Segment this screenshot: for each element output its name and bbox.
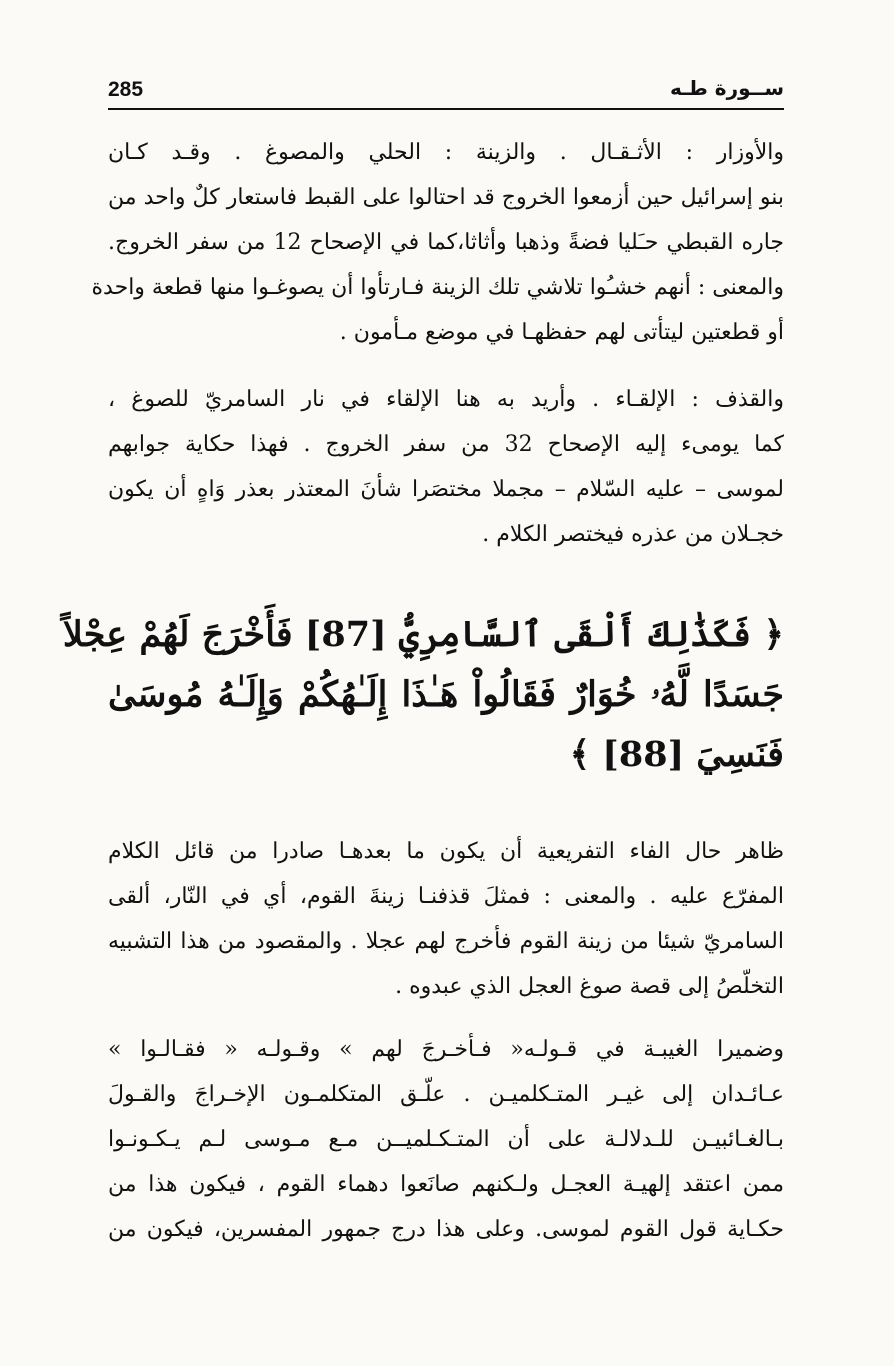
text-line: خجـلان من عذره فيختصر الكلام . <box>482 522 784 547</box>
text-line: أو قطعتين ليتأتى لهم حفظهـا في موضع مـأمون . <box>339 320 784 345</box>
surah-title: ســورة طـه <box>670 76 784 100</box>
text-line: لموسى – عليه السّلام – مجملا مختصَرا شأنَ المعتذر بعذر وَاهٍ أن يكون <box>108 477 784 502</box>
text-line: والمعنى : أنهم خشـُوا تلاشي تلك الزينة فـارتأوا أن يصوغـوا منها قطعة واحدة <box>91 275 784 300</box>
text-line: حكـاية قول القوم لموسى. وعلى هذا درج جمهور المفسرين، فيكون من <box>108 1217 784 1242</box>
commentary-paragraph <box>108 829 784 1009</box>
text-line: التخلّصُ إلى قصة صوغ العجل الذي عبدوه . <box>395 974 784 999</box>
text-line: المفرّع عليه . والمعنى : فمثلَ قذفنـا زينةَ القوم، أي في النّار، ألقى <box>108 884 784 909</box>
text-line: بنو إسرائيل حين أزمعوا الخروج قد احتالوا على القبط فاستعار كلٌ واحد من <box>108 185 784 210</box>
text-line: جاره القبطي حـَليا فضةً وذهبا وأثاثا،كما في الإصحاح 12 من سفر الخروج. <box>108 230 785 255</box>
text-line: والقذف : الإلقـاء . وأريد به هنا الإلقاء في نار السامريّ للصوغ ، <box>108 387 784 412</box>
commentary-paragraph <box>108 377 784 557</box>
verse-line: فَنَسِيَ [88] ﴾ <box>569 734 784 775</box>
text-line: ظاهر حال الفاء التفريعية أن يكون ما بعدهـا صادرا من قائل الكلام <box>108 839 784 864</box>
text-line: والأوزار : الأثـقـال . والزينة : الحلي والمصوغ . وقـد كـان <box>108 140 784 165</box>
page-body <box>62 130 785 1252</box>
verse-line: جَسَدًا لَّهُۥ خُوَارٌ فَقَالُواْ هَـٰذَا إِلَـٰهُكُمْ وَإِلَـٰهُ مُوسَىٰ <box>108 674 784 715</box>
text-line: عـائـدان إلى غيـر المتـكلميـن . علّـق المتكلمـون الإخـراجَ والقـولَ <box>108 1082 784 1107</box>
text-line: ممن اعتقد إلهيـة العجـل ولـكنهم صانَعوا دهماء القوم ، فيكون هذا من <box>108 1172 784 1197</box>
text-line: كما يومىء إليه الإصحاح 32 من سفر الخروج . فهذا حكاية جوابهم <box>108 432 784 457</box>
verse-line: ﴿ فَكَذَٰلِكَ أَلْقَى ٱلسَّامِرِيُّ [87] فَأَخْرَجَ لَهُمْ عِجْلاً <box>62 614 784 655</box>
page-header <box>108 76 784 110</box>
text-line: وضميرا الغيبـة في قـولـه« فـأخـرجَ لهم » وقـولـه « فقـالـوا » <box>108 1037 784 1062</box>
text-line: بـالغـائبيـن للـدلالـة على أن المتـكـلميــن مـع مـوسى لـم يـكـونـوا <box>108 1127 784 1152</box>
quran-verse <box>62 605 784 785</box>
commentary-paragraph <box>108 1027 784 1252</box>
text-line: السامريّ شيئا من زينة القوم فأخرج لهم عجلا . والمقصود من هذا التشبيه <box>108 929 784 954</box>
commentary-paragraph <box>91 130 785 355</box>
page-number: 285 <box>108 78 144 101</box>
